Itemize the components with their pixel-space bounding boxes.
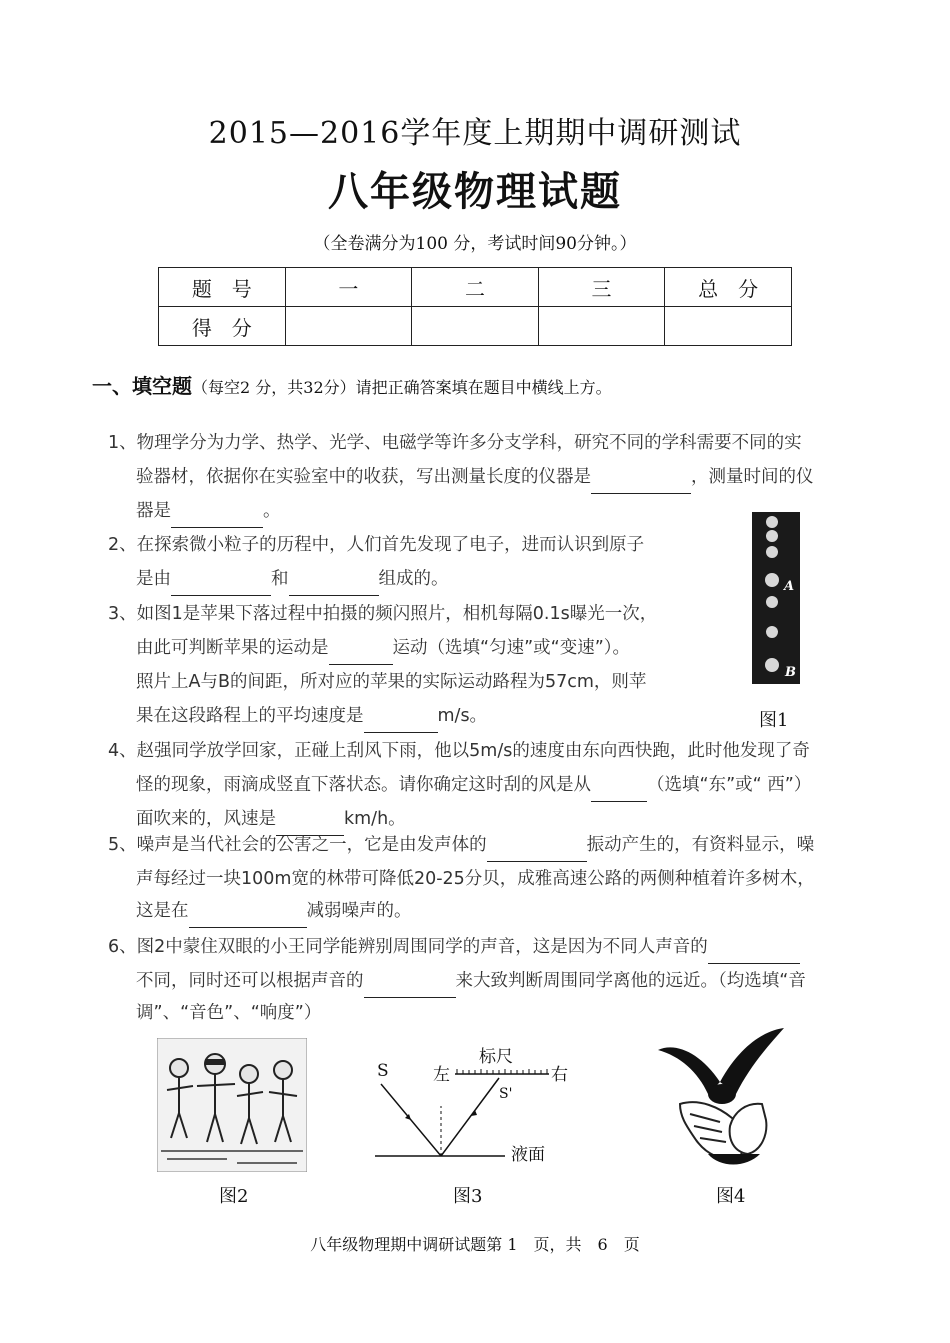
label-a: A — [784, 579, 795, 594]
hands — [680, 1102, 766, 1159]
figure-3-reflection-diagram — [365, 1040, 580, 1170]
answer-blank[interactable] — [708, 941, 800, 964]
ruler-label: 标尺 — [479, 1047, 513, 1067]
question-4-line-1: 4、赵强同学放学回家，正碰上刮风下雨，他以5m/s的速度由东向西快跑，此时他发现了奇 — [108, 741, 810, 761]
exam-title: 2015—2016学年度上期期中调研测试 — [208, 116, 742, 151]
question-4-line-3: 面吹来的，风速是 km/h。 — [136, 802, 406, 836]
bird-wing-right — [720, 1028, 784, 1094]
question-5-line-3: 这是在 减弱噪声的。 — [136, 894, 412, 928]
question-3-line-3: 照片上A与B的间距，所对应的苹果的实际运动路程为57cm，则苹 — [136, 672, 647, 692]
score-cell-blank[interactable] — [665, 307, 792, 346]
score-cell-label: 题 号 — [159, 268, 286, 307]
score-cell-blank[interactable] — [285, 307, 412, 346]
score-table — [158, 267, 792, 346]
question-3-line-2: 由此可判断苹果的运动是 运动（选填“匀速”或“变速”）。 — [136, 631, 630, 665]
figure-4-caption: 图4 — [716, 1186, 746, 1207]
ruler-right-label: 右 — [551, 1065, 568, 1085]
answer-blank[interactable] — [329, 642, 393, 665]
apple-image — [766, 546, 778, 558]
apple-image — [766, 626, 778, 638]
exam-subject-title: 八年级物理试题 — [328, 169, 622, 215]
score-cell-label: 得 分 — [159, 307, 286, 346]
figure-3-caption: 图3 — [453, 1186, 483, 1207]
question-1-line-2: 验器材，依据你在实验室中的收获，写出测量长度的仪器是 ，测量时间的仪 — [136, 460, 814, 494]
question-1-line-1: 1、物理学分为力学、热学、光学、电磁学等许多分支学科，研究不同的学科需要不同的实 — [108, 433, 802, 453]
ruler-left-label: 左 — [433, 1065, 450, 1085]
answer-blank[interactable] — [189, 905, 307, 928]
reflected-ray — [441, 1078, 499, 1156]
figure-2-children-illustration — [157, 1038, 307, 1172]
figure-2-caption: 图2 — [219, 1186, 249, 1207]
score-cell-header: 三 — [538, 268, 665, 307]
apple-image — [766, 530, 778, 542]
question-1-line-3: 器是 。 — [136, 494, 281, 528]
light-source-label: S — [377, 1061, 389, 1081]
exam-note: （全卷满分为100 分，考试时间90分钟。） — [313, 234, 637, 254]
question-5-line-2: 声每经过一块100m宽的林带可降低20-25分贝，成雅高速公路的两侧种植着许多树木， — [136, 869, 815, 889]
score-cell-blank[interactable] — [538, 307, 665, 346]
question-3-line-1: 3、如图1是苹果下落过程中拍摄的频闪照片，相机每隔0.1s曝光一次， — [108, 604, 658, 624]
answer-blank[interactable] — [591, 779, 647, 802]
score-cell-header: 一 — [285, 268, 412, 307]
liquid-surface-label: 液面 — [511, 1145, 545, 1165]
answer-blank[interactable] — [487, 839, 587, 862]
question-5-line-1: 5、噪声是当代社会的公害之一，它是由发声体的 振动产生的，有资料显示，噪 — [108, 828, 814, 862]
figure-4-hand-shadow-illustration — [650, 1022, 790, 1170]
score-cell-header: 总 分 — [665, 268, 792, 307]
figure-1-strobe-photo — [752, 512, 800, 684]
answer-blank[interactable] — [289, 573, 379, 596]
section-title: 一、填空题 — [92, 374, 192, 398]
question-3-line-4: 果在这段路程上的平均速度是 m/s。 — [136, 699, 487, 733]
score-cell-header: 二 — [412, 268, 539, 307]
section-heading — [92, 370, 612, 399]
apple-image — [766, 516, 778, 528]
bird-wing-left — [658, 1047, 720, 1094]
score-table-header-row — [159, 268, 792, 307]
score-table-score-row — [159, 307, 792, 346]
answer-blank[interactable] — [171, 505, 263, 528]
question-4-line-2: 怪的现象，雨滴成竖直下落状态。请你确定这时刮的风是从 （选填“东”或“ 西”） — [136, 768, 811, 802]
question-2-line-1: 2、在探索微小粒子的历程中，人们首先发现了电子，进而认识到原子 — [108, 535, 645, 555]
question-2-line-2: 是由 和 组成的。 — [136, 562, 449, 596]
answer-blank[interactable] — [171, 573, 271, 596]
ruler — [455, 1069, 549, 1074]
question-6-line-3: 调”、“音色”、“响度”） — [136, 1003, 322, 1023]
answer-blank[interactable] — [364, 710, 438, 733]
wrist-shadow — [708, 1154, 760, 1165]
page-footer: 八年级物理期中调研试题第 1 页，共 6 页 — [310, 1235, 640, 1254]
apple-image — [766, 596, 778, 608]
question-6-line-2: 不同，同时还可以根据声音的 来大致判断周围同学离他的远近。（均选填“音 — [136, 964, 806, 998]
label-b: B — [785, 665, 796, 680]
answer-blank[interactable] — [364, 975, 456, 998]
question-6-line-1: 6、图2中蒙住双眼的小王同学能辨别周围同学的声音，这是因为不同人声音的 — [108, 930, 800, 964]
apple-image — [765, 658, 779, 672]
apple-image — [765, 573, 779, 587]
bird-body — [708, 1084, 736, 1104]
answer-blank[interactable] — [591, 471, 691, 494]
figure-1-caption: 图1 — [759, 710, 789, 731]
score-cell-blank[interactable] — [412, 307, 539, 346]
section-detail: （每空2 分，共32分）请把正确答案填在题目中横线上方。 — [192, 378, 612, 397]
image-point-label: S' — [499, 1086, 513, 1102]
